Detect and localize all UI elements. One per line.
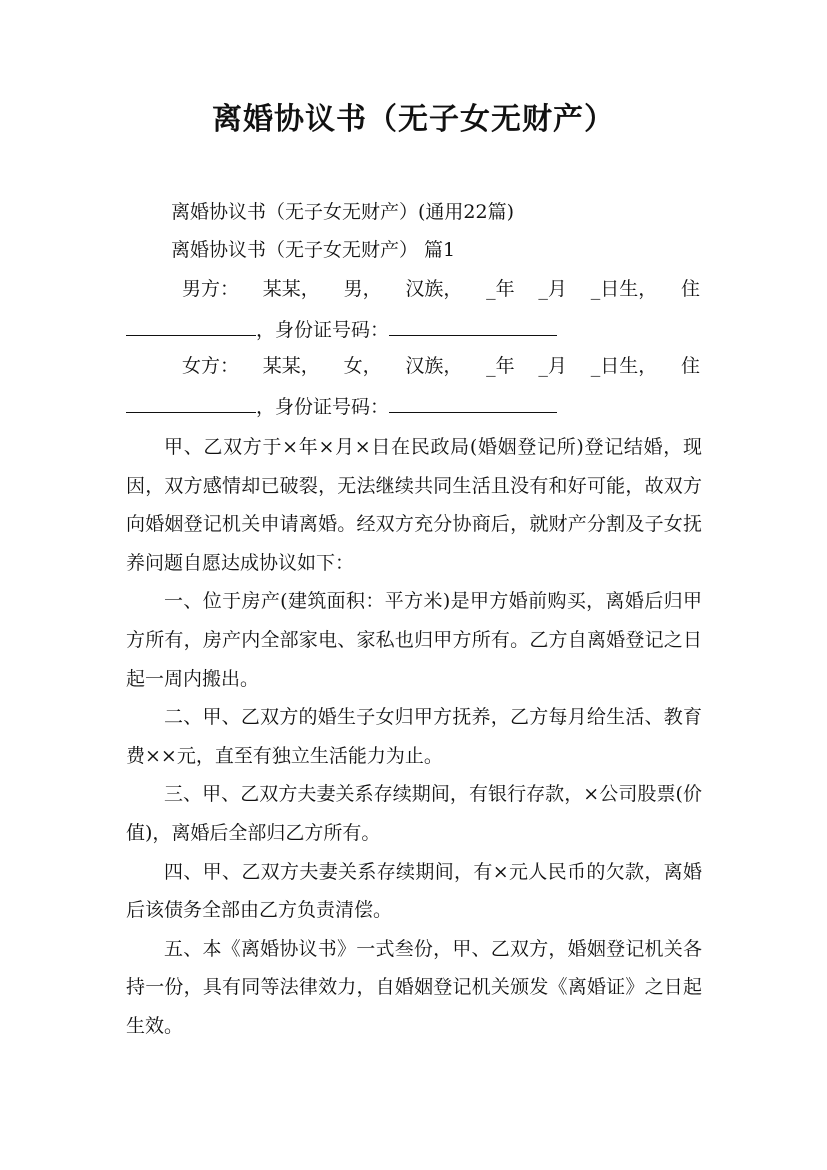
female-id-label: ，身份证号码：	[256, 396, 390, 418]
male-name: 某某，	[262, 278, 320, 300]
female-party-info	[126, 353, 700, 420]
male-address-label: 住	[680, 278, 700, 300]
male-label: 男方：	[182, 278, 240, 300]
female-birth-month: _月	[538, 355, 567, 377]
female-name: 某某，	[262, 355, 320, 377]
female-birth-day: _日生，	[590, 355, 658, 377]
clause-1-paragraph: 一、位于房产(建筑面积：平方米)是甲方婚前购买，离婚后归甲方所有，房产内全部家电、家私也归甲方所有。乙方自离婚登记之日起一周内搬出。	[126, 590, 702, 690]
clause-2-paragraph: 二、甲、乙双方的婚生子女归甲方抚养，乙方每月给生活、教育费××元，直至有独立生活能力为止。	[126, 706, 702, 767]
clause-4-paragraph: 四、甲、乙双方夫妻关系存续期间，有×元人民币的欠款，离婚后该债务全部由乙方负责清偿。	[126, 860, 702, 922]
agreement-body	[126, 428, 702, 1046]
male-id-line	[126, 315, 700, 343]
collection-subtitle: 离婚协议书（无子女无财产）(通用22篇)	[171, 201, 515, 223]
male-id-label: ，身份证号码：	[256, 319, 390, 341]
male-birth-day: _日生，	[590, 278, 658, 300]
male-address-blank	[126, 315, 256, 336]
female-party-line	[126, 353, 700, 379]
female-address-blank	[126, 392, 256, 413]
male-id-blank	[389, 315, 557, 336]
male-birth-month: _月	[538, 278, 567, 300]
male-party-line	[126, 276, 700, 302]
male-party-info	[126, 276, 700, 343]
female-gender: 女，	[343, 355, 382, 377]
female-id-line	[126, 392, 700, 420]
female-ethnicity: 汉族，	[405, 355, 463, 377]
female-label: 女方：	[182, 355, 240, 377]
article-subtitle: 离婚协议书（无子女无财产） 篇1	[171, 239, 456, 261]
document-title: 离婚协议书（无子女无财产）	[212, 102, 615, 137]
female-birth-year: _年	[486, 355, 515, 377]
male-birth-year: _年	[486, 278, 515, 300]
female-id-blank	[389, 392, 557, 413]
intro-paragraph: 甲、乙双方于×年×月×日在民政局(婚姻登记所)登记结婚，现因，双方感情却已破裂，无法继续共同生活且没有和好可能，故双方向婚姻登记机关申请离婚。经双方充分协商后，就财产分割及子女抚养问题自愿达成协议如下：	[126, 436, 702, 574]
clause-5-paragraph: 五、本《离婚协议书》一式叁份，甲、乙双方，婚姻登记机关各持一份，具有同等法律效力，自婚姻登记机关颁发《离婚证》之日起生效。	[126, 937, 702, 1037]
clause-3-paragraph: 三、甲、乙双方夫妻关系存续期间，有银行存款，×公司股票(价值)，离婚后全部归乙方所有。	[126, 783, 702, 844]
male-gender: 男，	[343, 278, 382, 300]
female-address-label: 住	[680, 355, 700, 377]
male-ethnicity: 汉族，	[405, 278, 463, 300]
